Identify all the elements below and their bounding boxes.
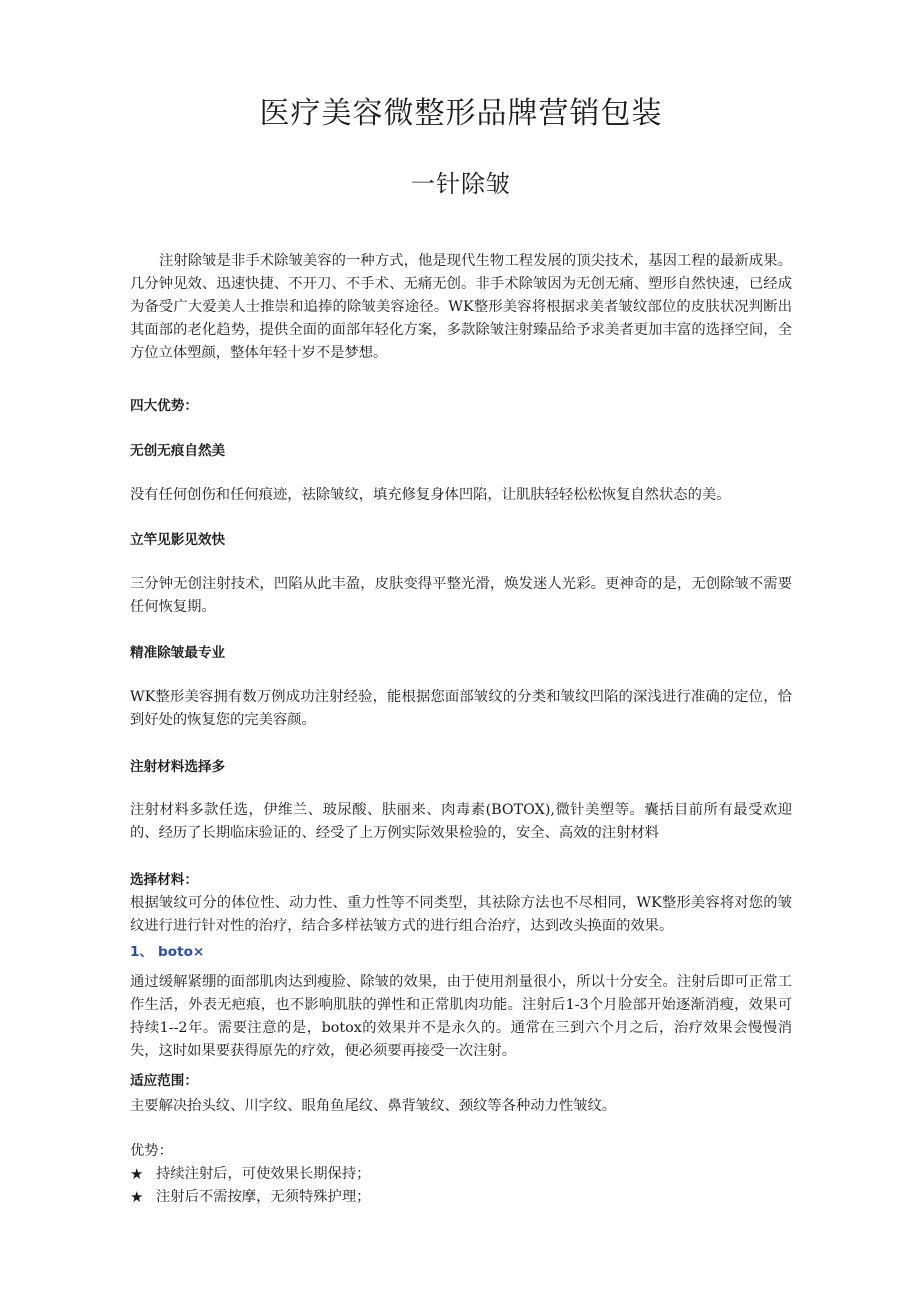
advantage-2-text: 三分钟无创注射技术，凹陷从此丰盈，皮肤变得平整光滑，焕发迷人光彩。更神奇的是，无创除皱不需要任何恢复期。 [130, 576, 792, 615]
advantage-1-text: 没有任何创伤和任何痕迹，祛除皱纹，填充修复身体凹陷，让肌肤轻轻松松恢复自然状态的美。 [130, 487, 731, 503]
scope-heading: 适应范围： [130, 1073, 198, 1089]
advantage-4-heading: 注射材料选择多 [130, 759, 226, 775]
item-1-number: 1、 [130, 944, 154, 960]
item-1-text: 通过缓解紧绷的面部肌肉达到瘦脸、除皱的效果，由于使用剂量很小，所以十分安全。注射后即可正常工作生活，外表无疤痕，也不影响肌肤的弹性和正常肌肉功能。注射后1-3个月脸部开始逐渐消瘦，效果可持续1--2年。需要注意的是，botox的效果并不是永久的。通常在三到六个月之后，治疗效果会慢慢消失，这时如果要获得原先的疗效，便必须要再接受一次注射。 [130, 974, 792, 1059]
advantage-3-text: WK整形美容拥有数万例成功注射经验，能根据您面部皱纹的分类和皱纹凹陷的深浅进行准确的定位，恰到好处的恢复您的完美容颜。 [130, 689, 792, 728]
advantage-1-heading: 无创无痕自然美 [130, 443, 226, 459]
benefit-item [130, 1163, 792, 1186]
benefit-1-text: 持续注射后，可使效果长期保持； [156, 1166, 371, 1182]
star-icon: ★ [130, 1188, 144, 1206]
benefits-label: 优势： [130, 1143, 173, 1159]
benefit-item [130, 1186, 792, 1209]
intro-paragraph: 注射除皱是非手术除皱美容的一种方式，他是现代生物工程发展的顶尖技术，基因工程的最新成果。几分钟见效、迅速快捷、不开刀、不手术、无痛无创。非手术除皱因为无创无痛、塑形自然快速，已经成为备受广大爱美人士推崇和追捧的除皱美容途径。WK整形美容将根据求美者皱纹部位的皮肤状况判断出其面部的老化趋势，提供全面的面部年轻化方案，多款除皱注射臻品给予求美者更加丰富的选择空间，全方位立体塑颜，整体年轻十岁不是梦想。 [130, 253, 792, 361]
document-title: 医疗美容微整形品牌营销包装 [259, 96, 663, 131]
document-subtitle: 一针除皱 [411, 170, 511, 198]
materials-heading: 选择材料： [130, 872, 198, 888]
materials-text: 根据皱纹可分的体位性、动力性、重力性等不同类型，其祛除方法也不尽相同，WK整形美容将对您的皱纹进行进行针对性的治疗，结合多样祛皱方式的进行组合治疗，达到改头换面的效果。 [130, 895, 792, 934]
star-icon: ★ [130, 1165, 144, 1183]
item-1-name: boto× [158, 944, 205, 960]
advantages-heading: 四大优势： [130, 398, 198, 414]
benefit-2-text: 注射后不需按摩，无须特殊护理； [156, 1189, 371, 1205]
scope-text: 主要解决抬头纹、川字纹、眼角鱼尾纹、鼻背皱纹、颈纹等各种动力性皱纹。 [130, 1098, 617, 1114]
item-1-heading [130, 941, 792, 963]
advantage-4-text: 注射材料多款任选，伊维兰、玻尿酸、肤丽来、肉毒素(BOTOX),微针美塑等。囊括目前所有最受欢迎的、经历了长期临床验证的、经受了上万例实际效果检验的，安全、高效的注射材料 [130, 802, 792, 841]
advantage-3-heading: 精准除皱最专业 [130, 645, 226, 661]
advantage-2-heading: 立竿见影见效快 [130, 532, 226, 548]
